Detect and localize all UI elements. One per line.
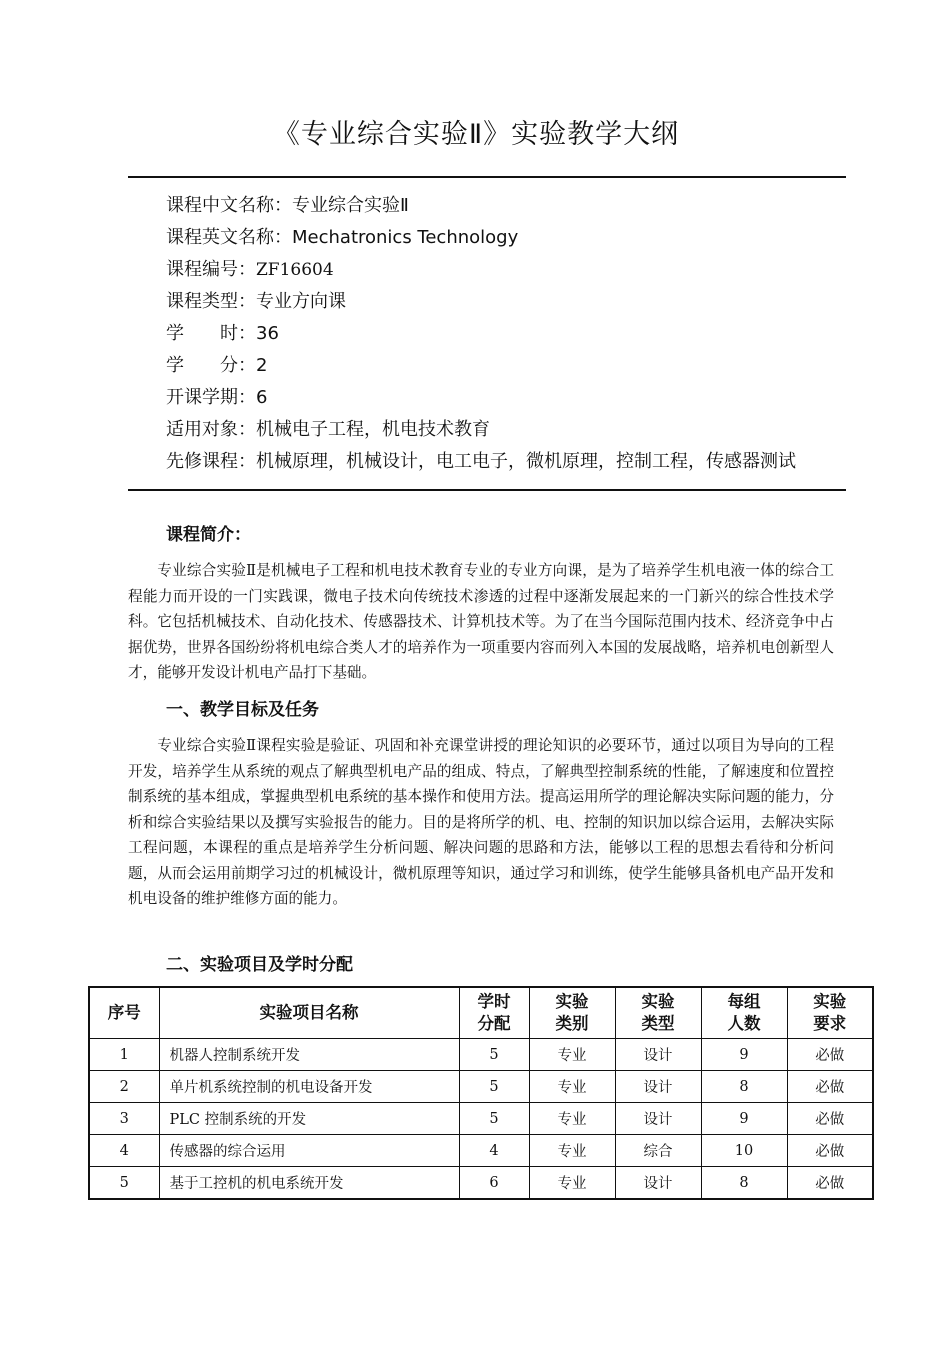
field-value: 专业方向课 <box>256 291 346 312</box>
cell-group-size: 9 <box>701 1103 787 1135</box>
field-value: 机械原理，机械设计，电工电子，微机原理，控制工程，传感器测试 <box>256 451 796 472</box>
cell-requirement: 必做 <box>787 1103 873 1135</box>
section-heading-projects: 二、实验项目及学时分配 <box>166 955 353 975</box>
cell-hours: 4 <box>459 1135 529 1167</box>
field-label: 学 时： <box>166 323 256 344</box>
course-info-row <box>166 286 796 318</box>
table-row <box>89 1039 873 1071</box>
header-category: 实验 类别 <box>529 987 615 1039</box>
goals-paragraph: 专业综合实验Ⅱ课程实验是验证、巩固和补充课堂讲授的理论知识的必要环节，通过以项目为导向的工程开发，培养学生从系统的观点了解典型机电产品的组成、特点，了解典型控制系统的性能，了解速度和位置控制系统的基本组成，掌握典型机电系统的基本操作和使用方法。提高运用所学的理论解决实际问题的能力，分析和综合实验结果以及撰写实验报告的能力。目的是将所学的机、电、控制的知识加以综合运用，去解决实际工程问题，本课程的重点是培养学生分析问题、解决问题的思路和方法，能够以工程的思想去看待和分析问题，从而会运用前期学习过的机械设计，微机原理等知识，通过学习和训练，使学生能够具备机电产品开发和机电设备的维护维修方面的能力。 <box>128 737 834 907</box>
cell-index: 3 <box>89 1103 159 1135</box>
intro-paragraph: 专业综合实验Ⅱ是机械电子工程和机电技术教育专业的专业方向课，是为了培养学生机电液一体的综合工程能力而开设的一门实践课，微电子技术向传统技术渗透的过程中逐渐发展起来的一门新兴的综合性技术学科。它包括机械技术、自动化技术、传感器技术、计算机技术等。为了在当今国际范围内技术、经济竞争中占据优势，世界各国纷纷将机电综合类人才的培养作为一项重要内容而列入本国的发展战略，培养机电创新型人才，能够开发设计机电产品打下基础。 <box>128 562 834 681</box>
field-label: 课程编号： <box>166 259 256 280</box>
cell-category: 专业 <box>529 1071 615 1103</box>
course-info-row <box>166 350 796 382</box>
cell-type: 综合 <box>615 1135 701 1167</box>
field-label: 适用对象： <box>166 419 256 440</box>
cell-index: 1 <box>89 1039 159 1071</box>
field-value: 机械电子工程，机电技术教育 <box>256 419 490 440</box>
header-group-size: 每组 人数 <box>701 987 787 1039</box>
cell-project-name: 机器人控制系统开发 <box>159 1039 459 1071</box>
cell-type: 设计 <box>615 1071 701 1103</box>
cell-project-name: 单片机系统控制的机电设备开发 <box>159 1071 459 1103</box>
experiment-table <box>88 986 874 1200</box>
header-type: 实验 类型 <box>615 987 701 1039</box>
cell-project-name: PLC 控制系统的开发 <box>159 1103 459 1135</box>
cell-project-name: 传感器的综合运用 <box>159 1135 459 1167</box>
cell-category: 专业 <box>529 1135 615 1167</box>
field-label: 课程类型： <box>166 291 256 312</box>
course-info-row <box>166 414 796 446</box>
cell-group-size: 8 <box>701 1071 787 1103</box>
field-label: 学 分： <box>166 355 256 376</box>
cell-category: 专业 <box>529 1039 615 1071</box>
table-row <box>89 1167 873 1200</box>
table-row <box>89 1135 873 1167</box>
cell-type: 设计 <box>615 1103 701 1135</box>
field-label: 开课学期： <box>166 387 256 408</box>
course-info-row <box>166 446 796 478</box>
header-index: 序号 <box>89 987 159 1039</box>
bottom-divider <box>128 489 846 491</box>
course-info-row <box>166 190 796 222</box>
header-hours: 学时 分配 <box>459 987 529 1039</box>
field-value: 专业综合实验Ⅱ <box>292 195 409 216</box>
top-divider <box>128 176 846 178</box>
cell-index: 5 <box>89 1167 159 1200</box>
field-label: 先修课程： <box>166 451 256 472</box>
cell-project-name: 基于工控机的机电系统开发 <box>159 1167 459 1200</box>
cell-group-size: 9 <box>701 1039 787 1071</box>
field-value: Mechatronics Technology <box>292 227 519 248</box>
cell-hours: 6 <box>459 1167 529 1200</box>
field-value: 6 <box>256 387 268 408</box>
intro-heading: 课程简介： <box>166 525 251 545</box>
course-info <box>166 190 796 478</box>
cell-hours: 5 <box>459 1039 529 1071</box>
cell-index: 2 <box>89 1071 159 1103</box>
cell-category: 专业 <box>529 1103 615 1135</box>
cell-hours: 5 <box>459 1071 529 1103</box>
table-row <box>89 1071 873 1103</box>
cell-category: 专业 <box>529 1167 615 1200</box>
cell-requirement: 必做 <box>787 1071 873 1103</box>
table-header-row <box>89 987 873 1039</box>
cell-hours: 5 <box>459 1103 529 1135</box>
section-heading-goals: 一、教学目标及任务 <box>166 700 319 720</box>
cell-type: 设计 <box>615 1039 701 1071</box>
document-title: 《专业综合实验Ⅱ》实验教学大纲 <box>272 119 680 150</box>
course-info-row <box>166 222 796 254</box>
cell-requirement: 必做 <box>787 1039 873 1071</box>
cell-type: 设计 <box>615 1167 701 1200</box>
cell-requirement: 必做 <box>787 1167 873 1200</box>
cell-requirement: 必做 <box>787 1135 873 1167</box>
table-row <box>89 1103 873 1135</box>
field-label: 课程英文名称： <box>166 227 292 248</box>
field-label: 课程中文名称： <box>166 195 292 216</box>
field-value: 36 <box>256 323 279 344</box>
course-info-row <box>166 382 796 414</box>
course-info-row <box>166 318 796 350</box>
cell-group-size: 10 <box>701 1135 787 1167</box>
cell-group-size: 8 <box>701 1167 787 1200</box>
cell-index: 4 <box>89 1135 159 1167</box>
header-requirement: 实验 要求 <box>787 987 873 1039</box>
field-value: ZF16604 <box>256 260 334 280</box>
field-value: 2 <box>256 355 268 376</box>
course-info-row <box>166 254 796 286</box>
header-project-name: 实验项目名称 <box>159 987 459 1039</box>
